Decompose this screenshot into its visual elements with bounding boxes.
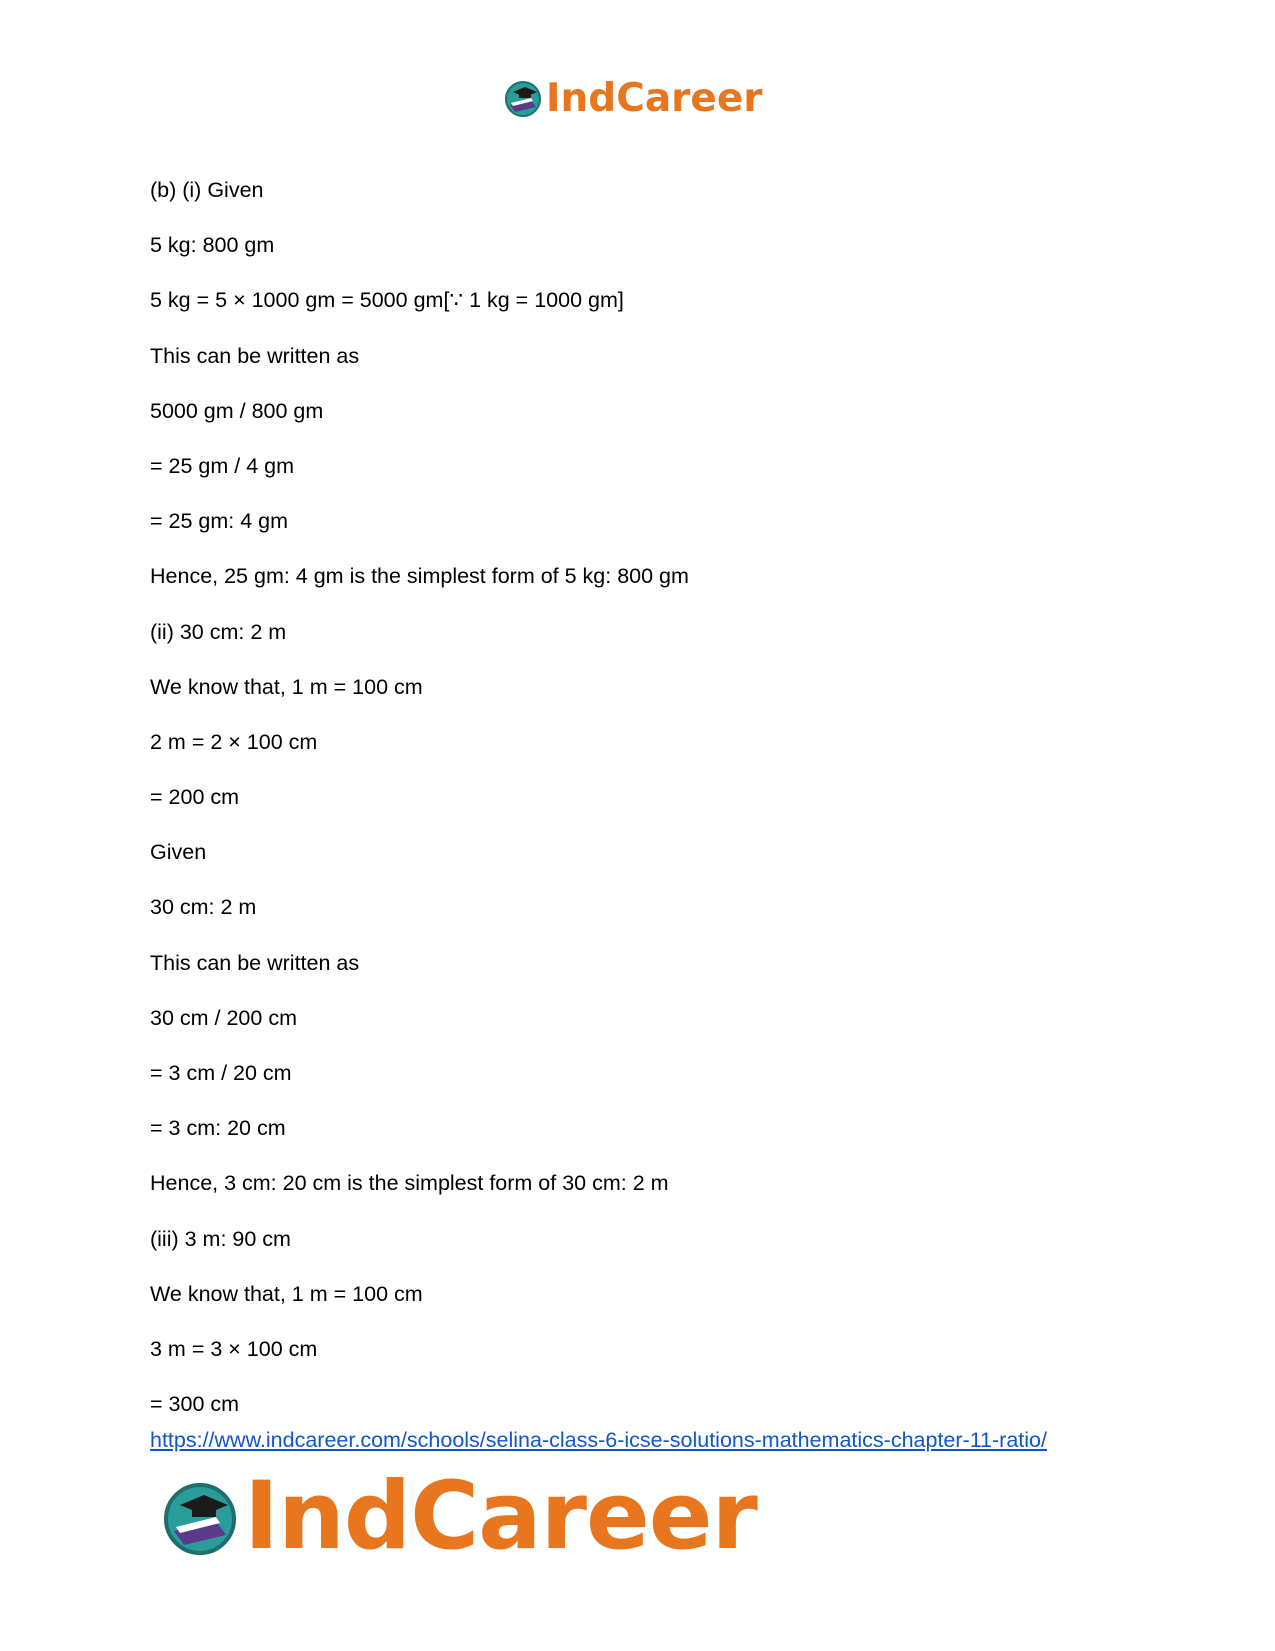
text-line: 5 kg = 5 × 1000 gm = 5000 gm[∵ 1 kg = 1000 gm] xyxy=(150,288,624,313)
text-line: Hence, 3 cm: 20 cm is the simplest form of 30 cm: 2 m xyxy=(150,1171,669,1196)
globe-book-icon xyxy=(503,78,543,118)
text-line: 5 kg: 800 gm xyxy=(150,233,275,258)
globe-book-icon xyxy=(160,1477,240,1557)
text-line: = 300 cm xyxy=(150,1392,240,1417)
text-line: 3 m = 3 × 100 cm xyxy=(150,1336,318,1361)
text-line: (iii) 3 m: 90 cm xyxy=(150,1226,291,1251)
brand-wordmark: IndCareer xyxy=(546,75,763,121)
text-line: This can be written as xyxy=(150,343,360,368)
text-line: We know that, 1 m = 100 cm xyxy=(150,1281,423,1306)
text-line: = 25 gm: 4 gm xyxy=(150,509,289,534)
text-line: (ii) 30 cm: 2 m xyxy=(150,619,287,644)
text-line: This can be written as xyxy=(150,950,360,975)
text-line: (b) (i) Given xyxy=(150,178,264,202)
source-link[interactable]: https://www.indcareer.com/schools/selina-class-6-icse-solutions-mathematics-chapter-11-ratio/ xyxy=(150,1428,1047,1452)
text-line: = 25 gm / 4 gm xyxy=(150,453,295,478)
text-line: We know that, 1 m = 100 cm xyxy=(150,674,423,699)
solution-content xyxy=(150,178,1150,1447)
text-line: 30 cm / 200 cm xyxy=(150,1005,297,1030)
text-line: 5000 gm / 800 gm xyxy=(150,398,324,423)
text-line: = 200 cm xyxy=(150,785,240,810)
text-line: = 3 cm / 20 cm xyxy=(150,1061,292,1085)
text-line: 30 cm: 2 m xyxy=(150,895,257,920)
brand-wordmark: IndCareer xyxy=(244,1462,757,1571)
text-line: 2 m = 2 × 100 cm xyxy=(150,729,318,754)
text-line: Hence, 25 gm: 4 gm is the simplest form of 5 kg: 800 gm xyxy=(150,564,689,589)
text-line: Given xyxy=(150,840,207,865)
header-logo xyxy=(503,75,763,121)
text-line: = 3 cm: 20 cm xyxy=(150,1116,286,1141)
footer-logo xyxy=(160,1462,757,1571)
